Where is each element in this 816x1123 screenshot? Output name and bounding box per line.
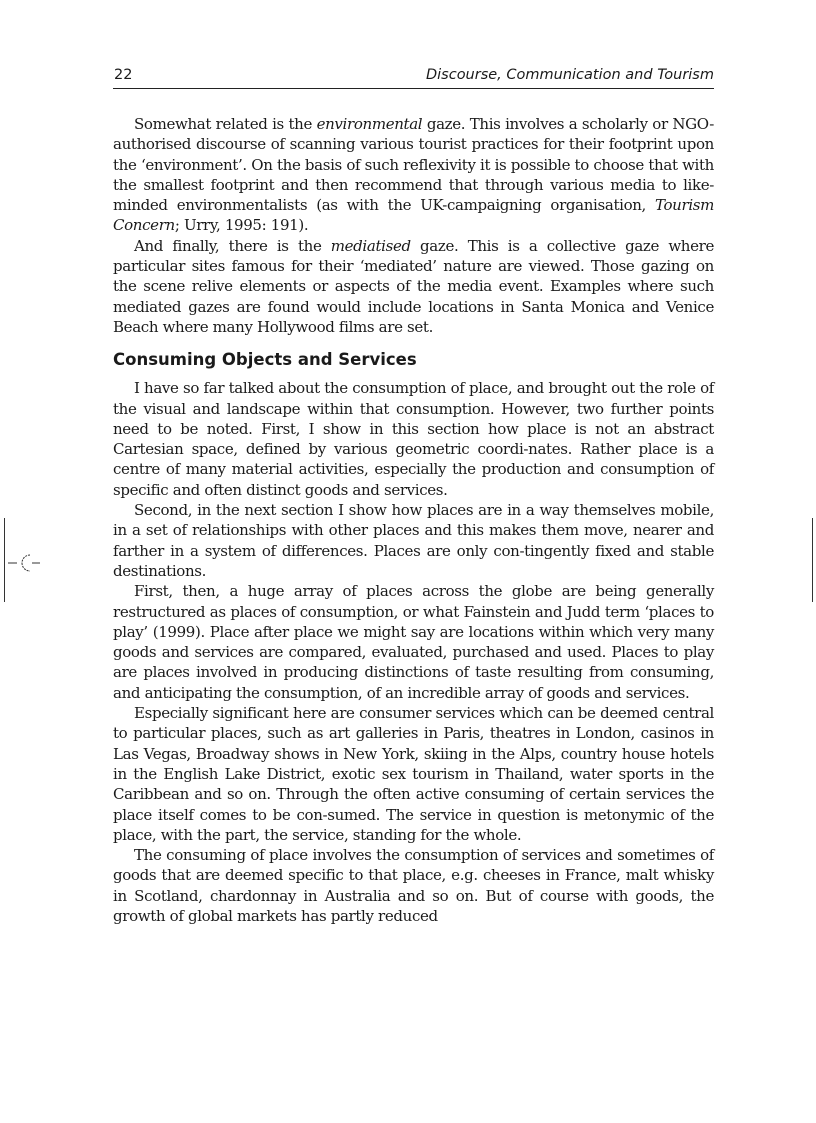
paragraph: Second, in the next section I show how places are in a way themselves mobile, in a set of relationships with other places and this makes them move, nearer and farther in a system of differences. Places are only con-tingently fixed and stable destinations. bbox=[113, 501, 714, 580]
paragraph-environmental-gaze: Somewhat related is the environmental gaze. This involves a scholarly or NGO-authorised discourse of scanning various tourist practices for their footprint upon the ‘environment’. On the basis of such reflexivity it is possible to choose that with the smallest footprint and then recommend that through various media to like-minded environmentalists (as with the UK-campaigning organisation, Tourism Concern; Urry, 1995: 191). bbox=[113, 115, 715, 235]
body-text bbox=[113, 114, 714, 926]
page-number: 22 bbox=[114, 67, 133, 83]
paragraph-mediatised-gaze: And finally, there is the mediatised gaze. This is a collective gaze where particular sites famous for their ‘mediated’ nature are viewed. Those gazing on the scene relive elements or aspects of the media event. Examples where such mediated gazes are found would include locations in Santa Monica and Venice Beach where many Hollywood films are set. bbox=[113, 236, 714, 336]
crop-mark-right bbox=[812, 518, 813, 602]
section-heading: Consuming Objects and Services bbox=[113, 350, 417, 370]
paragraph: The consuming of place involves the consumption of services and sometimes of goods that are deemed specific to that place, e.g. cheeses in France, malt whisky in Scotland, chardonnay in Australia and so on. But of course with goods, the growth of global markets has partly reduced bbox=[113, 846, 714, 925]
paragraph: First, then, a huge array of places across the globe are being generally restructured as places of consumption, or what Fainstein and Judd term ‘places to play’ (1999). Place after place we might say are locations within which very many goods and services are compared, evaluated, purchased and used. Places to play are places involved in producing distinctions of taste resulting from consuming, and anticipating the consumption, of an incredible array of goods and services. bbox=[113, 582, 714, 702]
registration-mark-icon bbox=[8, 550, 40, 576]
paragraph: I have so far talked about the consumption of place, and brought out the role of the visual and landscape within that consumption. However, two further points need to be noted. First, I show in this section how place is not an abstract Cartesian space, defined by various geometric coordi-nates. Rather place is a centre of many material activities, especially the production and consumption of specific and often distinct goods and services. bbox=[113, 379, 714, 499]
running-head: Discourse, Communication and Tourism bbox=[425, 67, 714, 83]
crop-mark-left bbox=[4, 518, 5, 602]
page-header bbox=[113, 66, 714, 89]
paragraph: Especially significant here are consumer services which can be deemed central to particular places, such as art galleries in Paris, theatres in London, casinos in Las Vegas, Broadway shows in New York, skiing in the Alps, country house hotels in the English Lake District, exotic sex tourism in Thailand, water sports in the Caribbean and so on. Through the often active consuming of certain services the place itself comes to be con-sumed. The service in question is metonymic of the place, with the part, the service, standing for the whole. bbox=[113, 704, 714, 844]
